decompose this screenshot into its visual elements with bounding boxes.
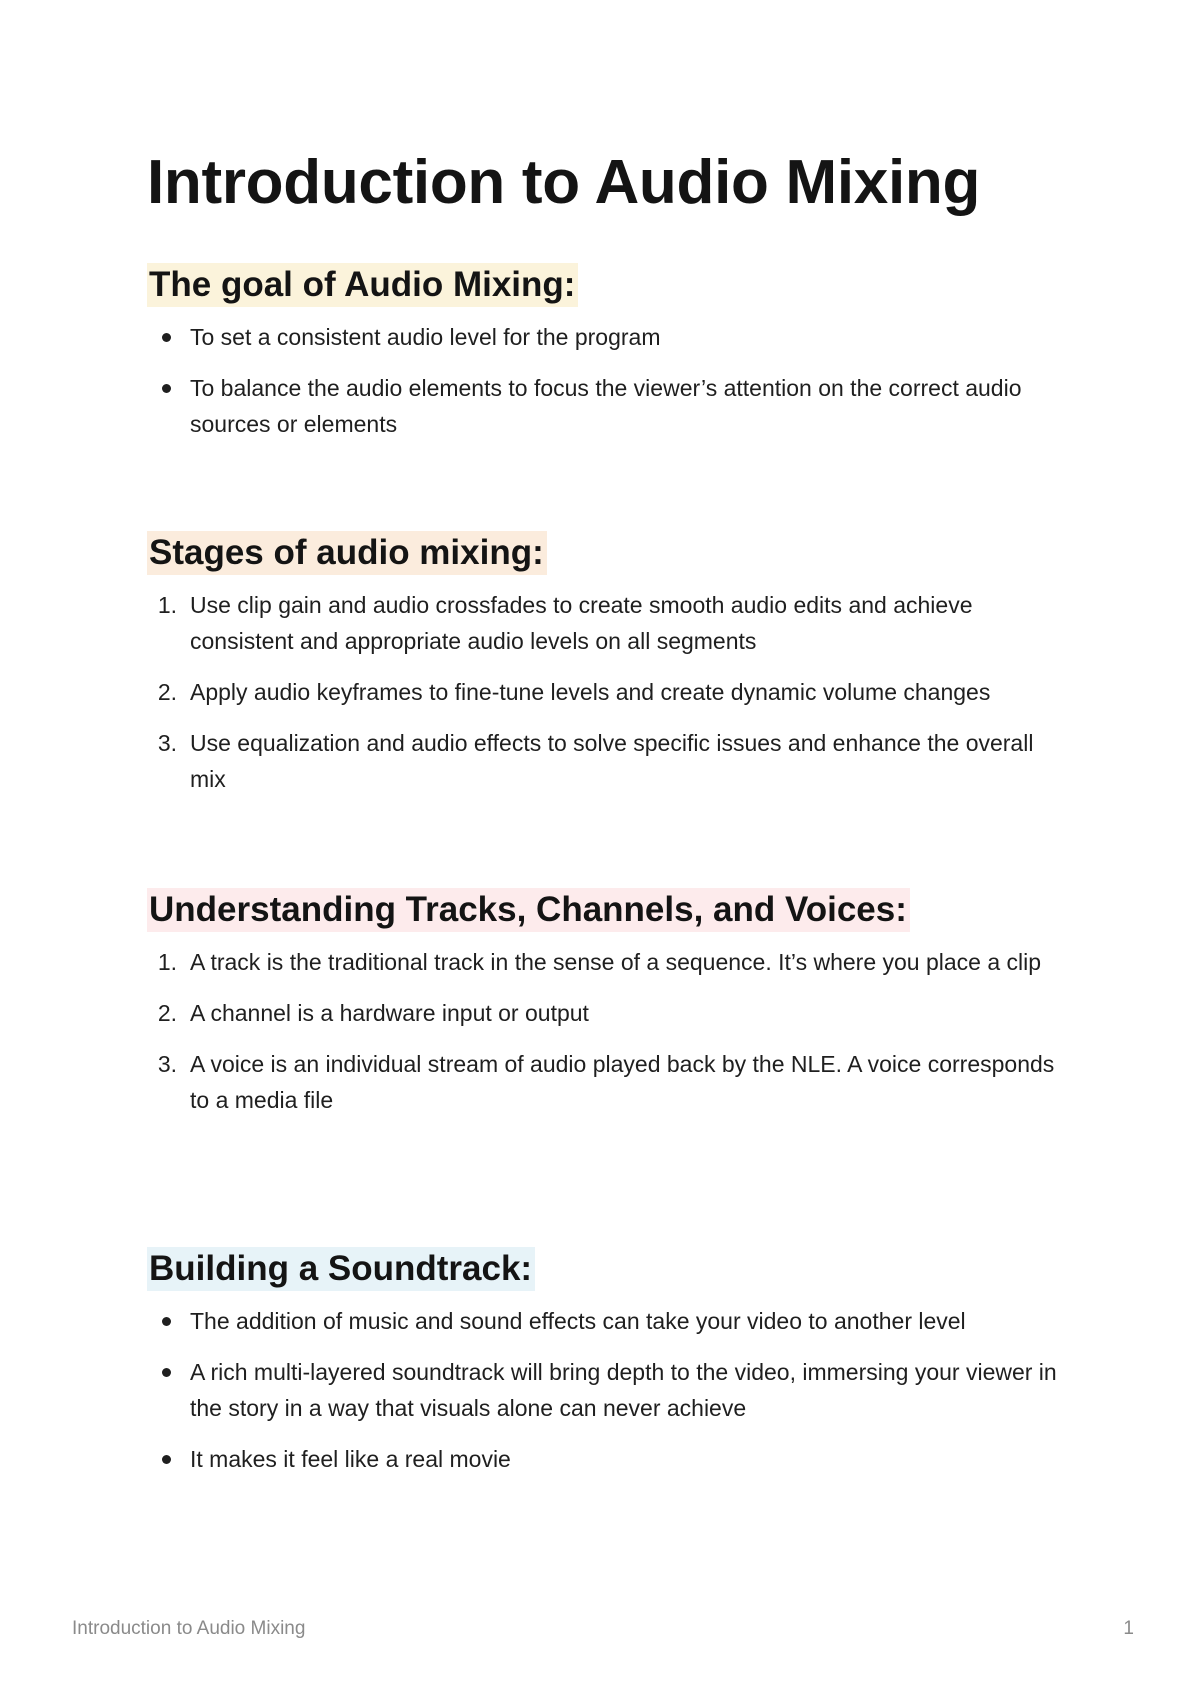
list-number: 1. (157, 592, 177, 618)
bullet-icon (162, 1317, 171, 1326)
footer-title: Introduction to Audio Mixing (72, 1618, 306, 1639)
list-number: 2. (157, 679, 177, 705)
list-item (147, 1046, 1057, 1118)
section-heading: Understanding Tracks, Channels, and Voices: (147, 888, 910, 932)
numbered-list (147, 944, 1057, 1118)
list-item (147, 370, 1057, 442)
list-item (147, 995, 1057, 1031)
section-heading: The goal of Audio Mixing: (147, 263, 578, 307)
list-item-text: A track is the traditional track in the sense of a sequence. It’s where you place a clip (190, 949, 1042, 975)
list-item-text: A voice is an individual stream of audio played back by the NLE. A voice corresponds to a media file (190, 1051, 1055, 1113)
numbered-list (147, 587, 1057, 797)
list-item (147, 674, 1057, 710)
list-item (147, 1441, 1057, 1477)
bullet-icon (162, 384, 171, 393)
list-item-text: It makes it feel like a real movie (190, 1446, 511, 1472)
list-item (147, 1303, 1057, 1339)
list-number: 3. (157, 730, 177, 756)
bullet-list (147, 319, 1057, 442)
list-number: 2. (157, 1000, 177, 1026)
list-item-text: A channel is a hardware input or output (190, 1000, 589, 1026)
section-soundtrack (147, 1247, 1057, 1477)
list-item-text: To balance the audio elements to focus the viewer’s attention on the correct audio sources or elements (190, 375, 1022, 437)
list-item (147, 944, 1057, 980)
list-item-text: To set a consistent audio level for the program (190, 324, 661, 350)
section-heading: Building a Soundtrack: (147, 1247, 535, 1291)
list-number: 1. (157, 949, 177, 975)
list-item-text: A rich multi-layered soundtrack will bring depth to the video, immersing your viewer in the story in a way that visuals alone can never achieve (190, 1359, 1057, 1421)
list-item-text: Use equalization and audio effects to solve specific issues and enhance the overall mix (190, 730, 1034, 792)
list-item-text: Use clip gain and audio crossfades to create smooth audio edits and achieve consistent and appropriate audio levels on all segments (190, 592, 973, 654)
page-title: Introduction to Audio Mixing (147, 148, 981, 217)
list-item (147, 319, 1057, 355)
footer-page-number: 1 (1123, 1618, 1134, 1639)
list-item-text: The addition of music and sound effects can take your video to another level (190, 1308, 966, 1334)
list-item (147, 725, 1057, 797)
bullet-icon (162, 1455, 171, 1464)
bullet-list (147, 1303, 1057, 1477)
list-number: 3. (157, 1051, 177, 1077)
section-tracks (147, 888, 1057, 1118)
list-item (147, 587, 1057, 659)
bullet-icon (162, 1368, 171, 1377)
list-item (147, 1354, 1057, 1426)
section-goal (147, 263, 1057, 442)
section-stages (147, 531, 1057, 797)
bullet-icon (162, 333, 171, 342)
section-heading: Stages of audio mixing: (147, 531, 547, 575)
list-item-text: Apply audio keyframes to fine-tune levels and create dynamic volume changes (190, 679, 991, 705)
